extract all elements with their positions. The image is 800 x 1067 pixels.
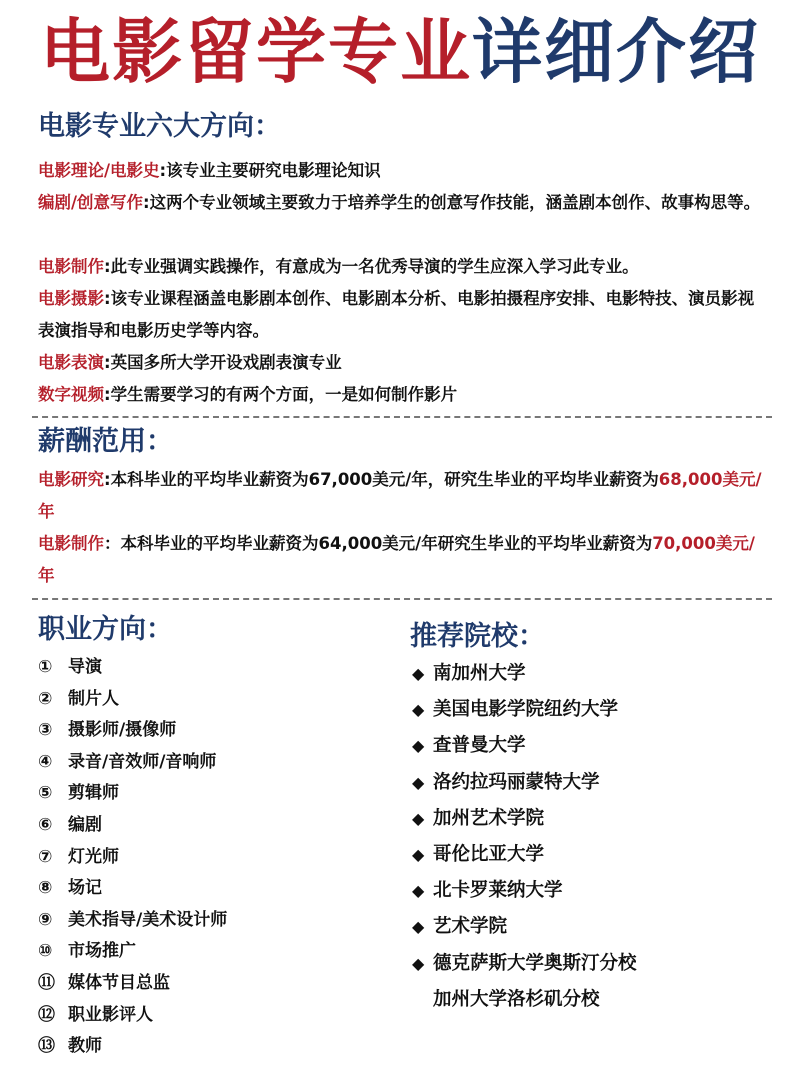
salary-highlight: 68,000美元/年 (38, 470, 762, 521)
career-number: ⑪ (38, 972, 55, 993)
title-part-red: 电影留学专业 (40, 11, 472, 93)
career-heading: 职业方向： (38, 614, 173, 645)
title-part-blue: 详细介绍 (472, 11, 760, 93)
direction-text: :此专业强调实践操作，有意成为一名优秀导演的学生应深入学习此专业。 (104, 257, 639, 276)
school-name: 洛约拉玛丽蒙特大学 (433, 771, 600, 793)
schools-list (412, 656, 637, 1018)
salary-text: :本科毕业的平均毕业薪资为67,000美元/年，研究生毕业的平均毕业薪资为 (104, 470, 659, 489)
diamond-bullet-icon: ◆ (412, 881, 425, 901)
career-number: ⑩ (38, 941, 53, 962)
school-name: 北卡罗莱纳大学 (433, 880, 563, 902)
directions-heading: 电影专业六大方向： (38, 111, 281, 142)
career-item (38, 968, 227, 1000)
school-item (412, 837, 637, 873)
schools-heading: 推荐院校： (410, 621, 545, 652)
salary-highlight: 70,000美元/年 (38, 534, 755, 585)
direction-text: :这两个专业领域主要致力于培养学生的创意写作技能，涵盖剧本创作、故事构思等。 (143, 193, 761, 212)
direction-key: 电影表演 (38, 353, 104, 372)
school-name: 艺术学院 (433, 916, 508, 938)
diamond-bullet-icon: ◆ (412, 917, 425, 937)
salary-text: ：本科毕业的平均毕业薪资为64,000美元/年研究生毕业的平均毕业薪资为 (104, 534, 653, 553)
direction-text: :该专业课程涵盖电影剧本创作、电影剧本分析、电影拍摄程序安排、电影特技、演员影视表演指导和电影历史学等内容。 (38, 289, 755, 340)
direction-key: 电影理论/电影史 (38, 161, 160, 180)
direction-item (38, 347, 768, 379)
career-label: 职业影评人 (68, 1004, 153, 1025)
career-number: ④ (38, 751, 53, 772)
career-label: 市场推广 (68, 941, 136, 962)
direction-item (38, 283, 768, 347)
career-label: 场记 (68, 878, 102, 899)
direction-key: 电影制作 (38, 257, 104, 276)
diamond-bullet-icon: ◆ (412, 736, 425, 756)
career-number: ⑬ (38, 1036, 55, 1057)
career-label: 美术指导/美术设计师 (68, 909, 228, 930)
direction-item (38, 251, 768, 283)
career-label: 录音/音效师/音响师 (68, 751, 217, 772)
career-item (38, 778, 227, 810)
school-name: 哥伦比亚大学 (433, 843, 545, 865)
career-item (38, 873, 227, 905)
career-number: ⑧ (38, 878, 53, 899)
direction-item (38, 187, 768, 219)
career-number: ⑦ (38, 846, 53, 867)
direction-key: 编剧/创意写作 (38, 193, 144, 212)
career-number: ⑥ (38, 814, 53, 835)
career-label: 媒体节目总监 (68, 972, 170, 993)
career-item (38, 684, 227, 716)
direction-text: :英国多所大学开设戏剧表演专业 (104, 353, 342, 372)
career-number: ⑫ (38, 1004, 55, 1025)
diamond-bullet-icon: ◆ (412, 772, 425, 792)
salary-key: 电影制作 (38, 534, 104, 553)
career-label: 摄影师/摄像师 (68, 720, 177, 741)
section-divider (32, 416, 772, 418)
diamond-bullet-icon: ◆ (412, 953, 425, 973)
career-item (38, 936, 227, 968)
school-item (412, 946, 637, 982)
salary-item (38, 528, 768, 592)
school-item (412, 873, 637, 909)
career-number: ③ (38, 720, 53, 741)
diamond-bullet-icon: ◆ (412, 700, 425, 720)
career-item (38, 715, 227, 747)
career-item (38, 905, 227, 937)
career-item (38, 842, 227, 874)
school-name: 德克萨斯大学奥斯汀分校 (433, 952, 637, 974)
career-item (38, 1031, 227, 1063)
career-number: ⑨ (38, 909, 53, 930)
career-number: ② (38, 688, 53, 709)
direction-item (38, 379, 768, 411)
career-item (38, 652, 227, 684)
section-divider (32, 598, 772, 600)
school-item (412, 909, 637, 945)
school-item (412, 765, 637, 801)
school-item (412, 692, 637, 728)
direction-key: 电影摄影 (38, 289, 104, 308)
career-label: 剪辑师 (68, 783, 119, 804)
salary-key: 电影研究 (38, 470, 104, 489)
diamond-bullet-icon: ◆ (412, 808, 425, 828)
career-item (38, 810, 227, 842)
direction-text: :学生需要学习的有两个方面，一是如何制作影片 (104, 385, 458, 404)
diamond-bullet-icon: ◆ (412, 844, 425, 864)
career-label: 灯光师 (68, 846, 119, 867)
school-item (412, 656, 637, 692)
school-name: 南加州大学 (433, 663, 526, 684)
direction-text: :该专业主要研究电影理论知识 (159, 161, 381, 180)
career-number: ① (38, 657, 53, 677)
career-item (38, 747, 227, 779)
school-name: 加州艺术学院 (433, 807, 545, 829)
diamond-bullet-icon: ◆ (412, 664, 425, 683)
direction-item (38, 155, 768, 187)
school-name: 加州大学洛杉矶分校 (433, 988, 600, 1010)
career-label: 编剧 (68, 814, 102, 835)
direction-key: 数字视频 (38, 385, 104, 404)
career-item (38, 1000, 227, 1032)
school-item (412, 801, 637, 837)
school-item (412, 982, 637, 1018)
career-list (38, 652, 227, 1063)
career-label: 导演 (68, 657, 102, 677)
salary-item (38, 464, 768, 528)
school-name: 查普曼大学 (433, 735, 526, 757)
school-item (412, 728, 637, 764)
career-label: 教师 (68, 1036, 102, 1057)
salary-heading: 薪酬范用： (38, 426, 173, 457)
school-name: 美国电影学院纽约大学 (433, 699, 619, 721)
career-label: 制片人 (68, 688, 119, 709)
career-number: ⑤ (38, 783, 53, 804)
page-title (0, 10, 800, 94)
